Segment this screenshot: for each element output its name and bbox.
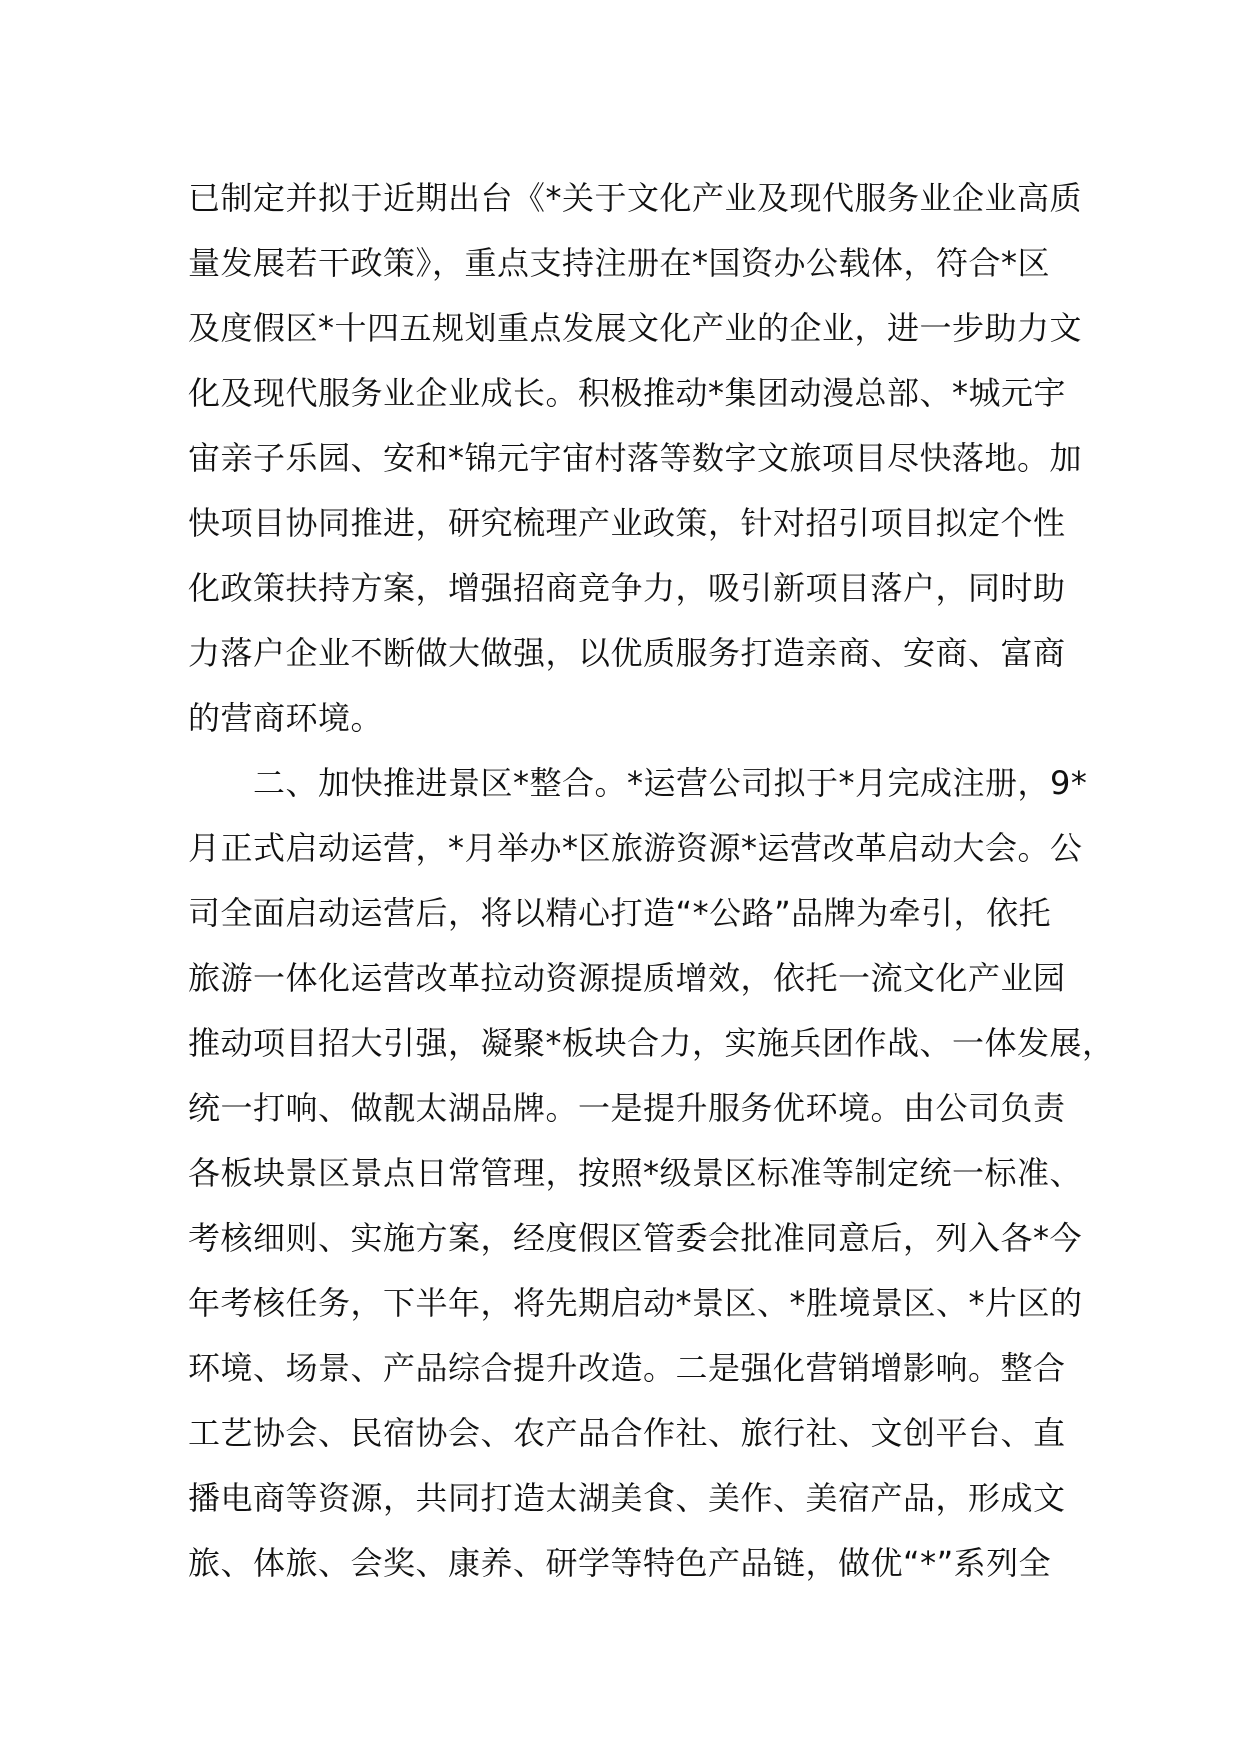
text-line: 环境、场景、产品综合提升改造。二是强化营销增影响。整合 bbox=[188, 1349, 1066, 1387]
text-line: 化及现代服务业企业成长。积极推动*集团动漫总部、*城元宇 bbox=[188, 374, 1067, 412]
text-line: 工艺协会、民宿协会、农产品合作社、旅行社、文创平台、直 bbox=[188, 1414, 1066, 1452]
text-line: 年考核任务，下半年，将先期启动*景区、*胜境景区、*片区的 bbox=[188, 1284, 1083, 1322]
text-line: 统一打响、做靓太湖品牌。一是提升服务优环境。由公司负责 bbox=[188, 1089, 1066, 1127]
text-line: 及度假区*十四五规划重点发展文化产业的企业，进一步助力文 bbox=[188, 309, 1083, 347]
text-line: 各板块景区景点日常管理，按照*级景区标准等制定统一标准、 bbox=[188, 1154, 1083, 1192]
text-line: 旅游一体化运营改革拉动资源提质增效，依托一流文化产业园 bbox=[188, 959, 1066, 997]
text-line: 考核细则、实施方案，经度假区管委会批准同意后，列入各*今 bbox=[188, 1219, 1083, 1257]
text-line: 已制定并拟于近期出台《*关于文化产业及现代服务业企业高质 bbox=[188, 179, 1083, 217]
text-line: 推动项目招大引强，凝聚*板块合力，实施兵团作战、一体发展， bbox=[188, 1024, 1115, 1062]
body-text bbox=[188, 166, 1115, 1596]
text-line: 化政策扶持方案，增强招商竞争力，吸引新项目落户，同时助 bbox=[188, 569, 1066, 607]
text-line: 快项目协同推进，研究梳理产业政策，针对招引项目拟定个性 bbox=[188, 504, 1066, 542]
text-line: 二、加快推进景区*整合。*运营公司拟于*月完成注册，9* bbox=[188, 764, 1088, 802]
text-line: 量发展若干政策》，重点支持注册在*国资办公载体，符合*区 bbox=[188, 244, 1051, 282]
text-line: 旅、体旅、会奖、康养、研学等特色产品链，做优“*”系列全 bbox=[188, 1544, 1052, 1582]
text-line: 宙亲子乐园、安和*锦元宇宙村落等数字文旅项目尽快落地。加 bbox=[188, 439, 1083, 477]
text-line: 的营商环境。 bbox=[188, 699, 384, 737]
text-line: 播电商等资源，共同打造太湖美食、美作、美宿产品，形成文 bbox=[188, 1479, 1066, 1517]
text-line: 月正式启动运营，*月举办*区旅游资源*运营改革启动大会。公 bbox=[188, 829, 1083, 867]
text-line: 力落户企业不断做大做强，以优质服务打造亲商、安商、富商 bbox=[188, 634, 1066, 672]
text-line: 司全面启动运营后，将以精心打造“*公路”品牌为牵引，依托 bbox=[188, 894, 1052, 932]
